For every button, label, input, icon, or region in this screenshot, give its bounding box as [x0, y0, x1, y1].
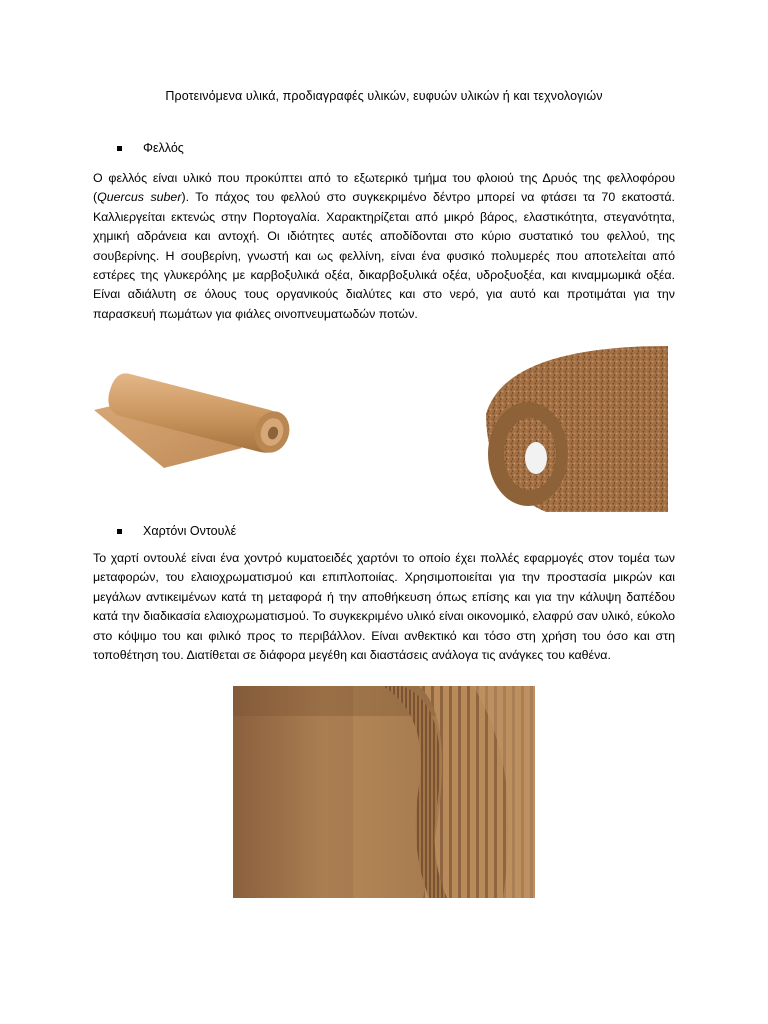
paragraph-cork [93, 169, 675, 324]
section-heading-cardboard-text: Χαρτόνι Οντουλέ [143, 524, 237, 538]
page-title: Προτεινόμενα υλικά, προδιαγραφές υλικών, ευφυών υλικών ή και τεχνολογιών [165, 89, 603, 103]
cork-roll-image-left [92, 352, 302, 470]
corrugated-cardboard-image [233, 686, 535, 898]
section-heading-cork [117, 141, 184, 155]
section-heading-cork-text: Φελλός [143, 141, 184, 155]
bullet-square-icon [117, 146, 122, 151]
bullet-square-icon [117, 529, 122, 534]
section-heading-cardboard [117, 524, 236, 538]
species-name: Quercus suber [97, 190, 182, 205]
paragraph-cork-part2: ). Το πάχος του φελλού στο συγκεκριμένο δέντρο μπορεί να φτάσει τα 70 εκατοστά. Καλλιεργείται εκτενώς στην Πορτογαλία. Χαρακτηρίζεται από μικρό βάρος, ελαστικότητα, στεγανότητα, χημική αδράνεια και αντοχή. Οι ιδιότητες αυτές αποδίδονται στο κύριο συστατικό του φελλού, της σουβερίνης. Η σουβερίνη, γνωστή και ως φελλίνη, είναι ένα φυσικό πολυμερές που αποτελείται από εστέρες της γλυκερόλης με καρβοξυλικά οξέα, δικαρβοξυλικά οξέα, υδροξυοξέα, και κιναμμωμικά οξέα. Είναι αδιάλυτη σε όλους τους οργανικούς διαλύτες και στο νερό, για αυτό και προτιμάται για την παρασκευή πωμάτων για φιάλες οινοπνευματωδών ποτών. [93, 190, 676, 321]
cork-roll-image-right [486, 346, 668, 512]
paragraph-cardboard: Το χαρτί οντουλέ είναι ένα χοντρό κυματοειδές χαρτόνι το οποίο έχει πολλές εφαρμογές στον τομέα των μεταφορών, του ελαιοχρωματισμού και επιπλοποιίας. Χρησιμοποιείται για την προστασία μικρών και μεγάλων αντικειμένων κατά τη μεταφορά ή την αποθήκευση όπως επίσης και για την κάλυψη δαπέδου κατά την διαδικασία ελαιοχρωματισμού. Το συγκεκριμένο υλικό είναι οικονομικό, ελαφρύ σαν υλικό, εύκολο στο κόψιμο του και φιλικό προς το περιβάλλον. Είναι ανθεκτικό και τόσο στη χρήση του όσο και στη τοποθέτηση του. Διατίθεται σε διάφορα μεγέθη και διαστάσεις ανάλογα τις ανάγκες του καθένα. [93, 551, 675, 663]
paragraph-cork-part1: Ο φελλός είναι υλικό που προκύπτει από το εξωτερικό τμήμα του φλοιού της Δρυός της φελλοφόρου ( [93, 171, 675, 205]
